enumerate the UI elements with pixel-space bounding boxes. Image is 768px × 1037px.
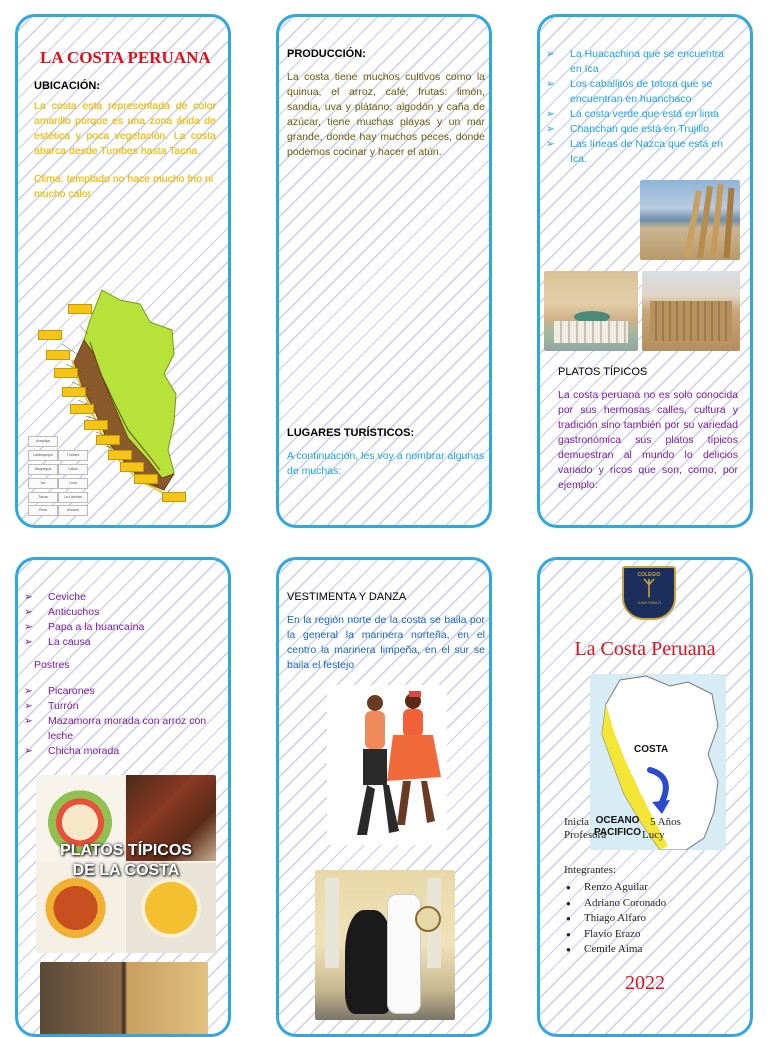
list-item: ➢ Los caballitos de totora que se encuentran en huanchaco (542, 77, 732, 107)
map-legend-label: Tacna (28, 492, 58, 503)
map-legend-label: Tumbes (58, 450, 88, 461)
members-list (564, 880, 734, 958)
huacachina-photo (544, 271, 638, 351)
caballitos-totora-photo (640, 180, 740, 260)
desserts-list (20, 684, 216, 759)
ubicacion-text: La costa esta representada de color amarillo porque es una zona árida de estética y poca vegetación. La costa abarca desde Tumbes hasta Tacna. (34, 100, 216, 157)
map-legend-label: Piura (28, 505, 58, 516)
postres-heading: Postres (34, 659, 70, 671)
ubicacion-heading: UBICACIÓN: (34, 80, 100, 92)
list-item: ➢ Papa a la huancaína (20, 620, 210, 635)
list-item: ➢ Las líneas de Nazca que está en Ica. (542, 137, 732, 167)
panel-produccion (276, 14, 492, 528)
list-item: ● Adriano Coronado (564, 896, 734, 912)
map-legend-label: La Libertad (58, 492, 88, 503)
list-item: ● Thiago Alfaro (564, 911, 734, 927)
map-legend-label: Lima (58, 478, 88, 489)
cover-title: La Costa Peruana (574, 638, 716, 660)
platos-text: La costa peruana no es solo conocida por sus hermosas calles, cultura y tradición sino también por su variedad gastronómica sus platos típicos demuestran al mundo lo delicios variado y ricos que son, como, por ejemplo: (558, 389, 738, 491)
panel-platos (15, 557, 231, 1037)
marinera-dancers-photo (315, 870, 455, 1020)
map-legend-label: Arequipa (28, 436, 58, 447)
dancers-illustration (327, 685, 447, 845)
produccion-heading: PRODUCCIÓN: (287, 48, 366, 60)
lugares-text: A continuación, les voy a nombrar algunas de muchas: (287, 450, 485, 477)
picarones-photo (40, 962, 208, 1037)
list-item: ➢ Anticuchos (20, 605, 210, 620)
produccion-text: La costa tiene muchos cultivos como la quinua, el arroz, café, frutas: limón, sandia, uva y plátano, algodón y caña de azúcar, tiene muchas playas y un mar grande, donde hay muchos peces, donde podemos cocinar y hacer el atún. (287, 71, 485, 158)
peru-regions-map (24, 282, 229, 517)
map-legend-label: Lambayeque (28, 450, 58, 461)
map-legend-label: Ica (28, 478, 58, 489)
map-legend-label: Callao (58, 464, 88, 475)
list-item: ● Renzo Aguilar (564, 880, 734, 896)
panel-portada (537, 557, 753, 1037)
logo-bottom-text: JUAN PABLO (636, 600, 662, 605)
ocean-label-line: OCEANO (595, 815, 640, 826)
festejo-dancers-photo (327, 685, 447, 845)
list-item: ➢ Picarones (20, 684, 216, 699)
profesora-value: Lucy (642, 829, 665, 841)
page-title: LA COSTA PERUANA (40, 48, 211, 67)
places-list (542, 47, 732, 167)
integrantes-heading: Integrantes: (564, 864, 616, 876)
inicial-label: Inicia (564, 816, 590, 828)
logo-top-text: COLEGIO (637, 572, 661, 578)
clima-text: Clima: templado no hace mucho frio ni mucho calor (34, 173, 214, 200)
vestimenta-heading: VESTIMENTA Y DANZA (287, 591, 407, 603)
list-item: ● Cemile Aima (564, 942, 734, 958)
map-legend-label: Moquegua (28, 464, 58, 475)
collage-caption-line: DE LA COSTA (72, 862, 180, 879)
year-label: 2022 (625, 972, 665, 994)
map-ocean-label (594, 815, 641, 839)
chanchan-photo (642, 271, 740, 351)
list-item: ➢ Mazamorra morada con arroz con leche (20, 714, 216, 744)
panel-lugares (537, 14, 753, 528)
panel-ubicacion (15, 14, 231, 528)
course-info (564, 816, 744, 842)
vestimenta-text: En la región norte de la costa se baila por la general la marinera norteña, en el centro la marinera limpeña, en el sur se baila el festejo (287, 614, 485, 671)
dishes-list (20, 590, 210, 650)
collage-caption (36, 841, 216, 881)
list-item: ➢ Chanchan que está en Trujillo (542, 122, 732, 137)
ocean-label-line: PACIFICO (594, 827, 642, 838)
list-item: ➢ La costa verde que está en lima (542, 107, 732, 122)
platos-heading: PLATOS TÍPICOS (558, 366, 648, 378)
list-item: ➢ La Huacachina que se encuentra en Ica (542, 47, 732, 77)
panel-vestimenta (276, 557, 492, 1037)
platos-tipicos-collage (36, 775, 216, 953)
map-legend-label: Ancash (58, 505, 88, 516)
inicial-value: 5 Años (650, 816, 681, 828)
list-item: ➢ La causa (20, 635, 210, 650)
list-item: ➢ Chicha morada (20, 744, 216, 759)
logo-monogram-icon: ᛉ (643, 578, 655, 600)
list-item: ➢ Turrón (20, 699, 216, 714)
lugares-heading: LUGARES TURÍSTICOS: (287, 427, 415, 439)
map-costa-label: COSTA (634, 744, 669, 755)
list-item: ● Flavio Erazo (564, 927, 734, 943)
profesora-label: Profesora (564, 829, 607, 841)
collage-caption-line: PLATOS TÍPICOS (60, 842, 192, 859)
school-logo (622, 566, 676, 620)
list-item: ➢ Ceviche (20, 590, 210, 605)
